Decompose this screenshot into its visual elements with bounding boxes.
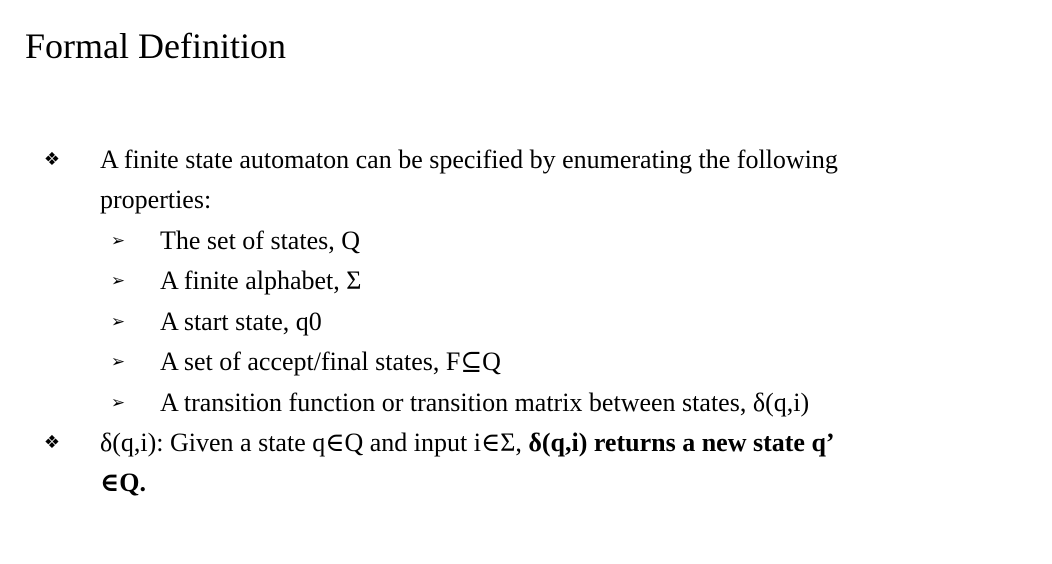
- bullet-1-line-1: A finite state automaton can be specified by enumerating the following: [100, 145, 838, 174]
- sub-item-start-state: A start state, q0: [160, 307, 322, 336]
- arrowhead-bullet-icon: ➢: [110, 352, 126, 372]
- bullet-2-bold-text: δ(q,i) returns a new state q’: [528, 428, 835, 457]
- bullet-2-normal-text: δ(q,i): Given a state q∈Q and input i∈Σ,: [100, 428, 529, 457]
- diamond-bullet-icon: ❖: [43, 149, 61, 170]
- bullet-2-line-2: ∈Q.: [100, 468, 146, 497]
- sub-item-states: The set of states, Q: [160, 226, 361, 255]
- sub-item-transition-function: A transition function or transition matrix between states, δ(q,i): [160, 388, 810, 417]
- arrowhead-bullet-icon: ➢: [110, 312, 126, 332]
- arrowhead-bullet-icon: ➢: [110, 231, 126, 251]
- sub-item-accept-states: A set of accept/final states, F⊆Q: [160, 347, 501, 376]
- arrowhead-bullet-icon: ➢: [110, 393, 126, 413]
- bullet-1-line-2: properties:: [100, 185, 212, 214]
- arrowhead-bullet-icon: ➢: [110, 271, 126, 291]
- diamond-bullet-icon: ❖: [43, 432, 61, 453]
- slide-title: Formal Definition: [25, 26, 286, 66]
- bullet-2-line-1: [100, 423, 835, 463]
- sub-item-alphabet: A finite alphabet, Σ: [160, 266, 362, 295]
